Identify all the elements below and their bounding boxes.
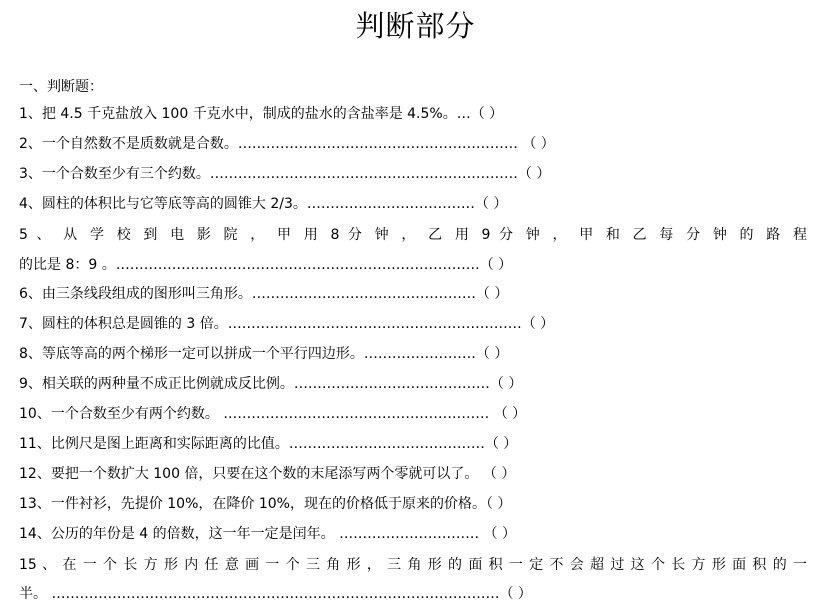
question-4: 4、圆柱的体积比与它等底等高的圆锥大 2/3。………………………………（ ）	[19, 196, 508, 212]
question-3: 3、一个合数至少有三个约数。…………………………………………………………（ ）	[19, 166, 551, 182]
question-7: 7、圆柱的体积总是圆锥的 3 倍。………………………………………………………（ ）	[19, 316, 555, 332]
page-title: 判断部分	[355, 9, 476, 43]
question-8: 8、等底等高的两个梯形一定可以拼成一个平行四边形。……………………（ ）	[19, 346, 509, 362]
question-11: 11、比例尺是图上距离和实际距离的比值。……………………………………（ ）	[19, 436, 518, 452]
question-5-line-2: 的比是 8：9 。……………………………………………………………………（ ）	[19, 257, 513, 273]
question-14: 14、公历的年份是 4 的倍数，这一年一定是闰年。 ………………………… （ ）	[19, 526, 516, 542]
question-2: 2、一个自然数不是质数就是合数。…………………………………………………… （ ）	[19, 136, 555, 152]
question-6: 6、由三条线段组成的图形叫三角形。…………………………………………（ ）	[19, 286, 509, 302]
question-13: 13、一件衬衫，先提价 10%，在降价 10%，现在的价格低于原来的价格。（ ）	[19, 496, 512, 512]
question-1: 1、把 4.5 千克盐放入 100 千克水中，制成的盐水的含盐率是 4.5%。…（ ）	[19, 106, 504, 122]
question-15-line-1: 15 、 在 一 个 长 方 形 内 任 意 画 一 个 三 角 形 ， 三 角 形 的 面 积 一 定 不 会 超 过 这 个 长 方 形 面 积 的 一	[19, 557, 807, 573]
section-heading: 一、判断题：	[19, 79, 103, 95]
question-10: 10、一个合数至少有两个约数。 ………………………………………………… （ ）	[19, 406, 527, 422]
question-12: 12、要把一个数扩大 100 倍，只要在这个数的末尾添写两个零就可以了。 （ ）	[19, 466, 516, 482]
question-15-line-2: 半。 ……………………………………………………………………………………（ ）	[19, 586, 532, 602]
question-5-line-1: 5 、 从 学 校 到 电 影 院 ， 甲 用 8 分 钟 ， 乙 用 9 分 钟 ， 甲 和 乙 每 分 钟 的 路 程	[19, 227, 807, 243]
question-9: 9、相关联的两种量不成正比例就成反比例。……………………………………（ ）	[19, 376, 523, 392]
